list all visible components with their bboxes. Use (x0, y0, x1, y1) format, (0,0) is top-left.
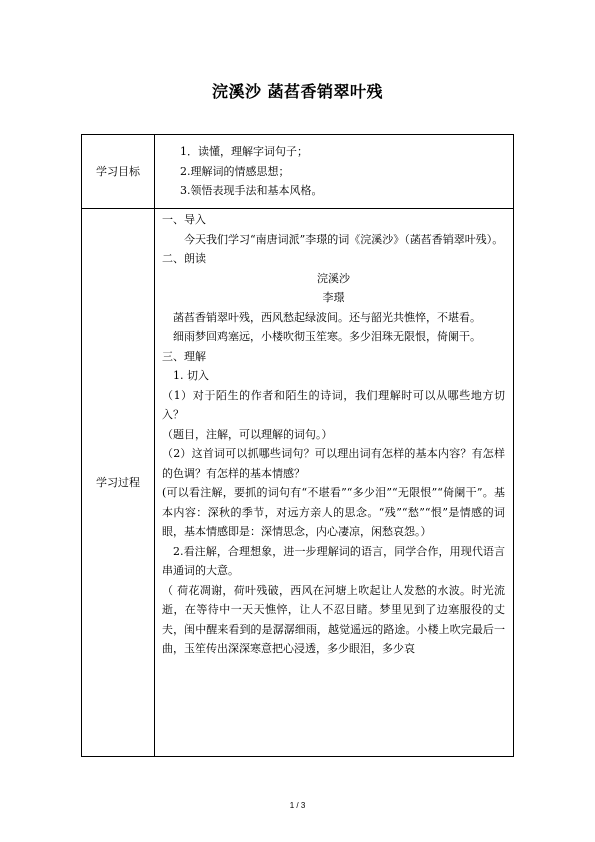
goal-item: 2.理解词的情感思想； (180, 164, 290, 178)
answer-1: （题目，注解，可以理解的词句。） (162, 427, 333, 441)
poem-line: 菡萏香销翠叶残，西风愁起绿波间。还与韶光共憔悴，不堪看。 (173, 310, 481, 324)
subsection-heading: 2.看注解，合理想象，进一步理解词的语言，同学合作，用现代语言串通词的大意。 (162, 544, 505, 577)
poem-author: 李璟 (322, 291, 345, 304)
poem-title: 浣溪沙 (317, 271, 350, 285)
poem-line: 细雨梦回鸡塞远，小楼吹彻玉笙寒。多少泪珠无限恨，倚阑干。 (173, 330, 481, 343)
goals-label: 学习目标 (82, 135, 155, 209)
question-2: （2）这首词可以抓哪些词句？可以理出词有怎样的基本内容？有怎样的色调？有怎样的基本情感？ (162, 447, 505, 480)
goal-item: 3.领悟表现手法和基本风格。 (180, 184, 323, 198)
section-heading-reading: 二、朗读 (162, 252, 206, 265)
subsection-heading: 1. 切入 (173, 369, 209, 382)
intro-paragraph: 今天我们学习“南唐词派”李璟的词《浣溪沙》（菡萏香销翠叶残）。 (184, 232, 504, 246)
goals-content (155, 135, 514, 209)
goal-item: 1．读懂，理解字词句子； (180, 145, 308, 159)
process-row (82, 209, 514, 757)
section-heading-understanding: 三、理解 (162, 349, 206, 363)
process-label: 学习过程 (82, 209, 155, 757)
translation-paragraph: （ 荷花凋谢，荷叶残破，西风在河塘上吹起让人发愁的水波。时光流逝，在等待中一天天憔悴，让人不忍目睹。梦里见到了边塞服役的丈夫，闺中醒来看到的是潺潺细雨，越觉遥远的路途。小楼上吹完最后一曲，玉笙传出深深寒意把心浸透，多少眼泪，多少哀 (162, 583, 505, 655)
document-title: 浣溪沙 菡萏香销翠叶残 (211, 82, 384, 101)
lesson-table (81, 134, 514, 757)
section-heading-intro: 一、导入 (162, 213, 206, 226)
page-number: 1 / 3 (289, 801, 306, 810)
process-content (155, 209, 514, 757)
goals-row (82, 135, 514, 209)
answer-2: (可以看注解，要抓的词句有“不堪看”“多少泪”“无限恨”“倚阑干”。基本内容：深秋的季节，对远方亲人的思念。“残”“愁”“恨”是情感的词眼，基本情感即是：深情思念，内心凄凉，闲愁哀怨。） (162, 486, 505, 538)
question-1: （1）对于陌生的作者和陌生的诗词，我们理解时可以从哪些地方切入？ (162, 388, 505, 421)
